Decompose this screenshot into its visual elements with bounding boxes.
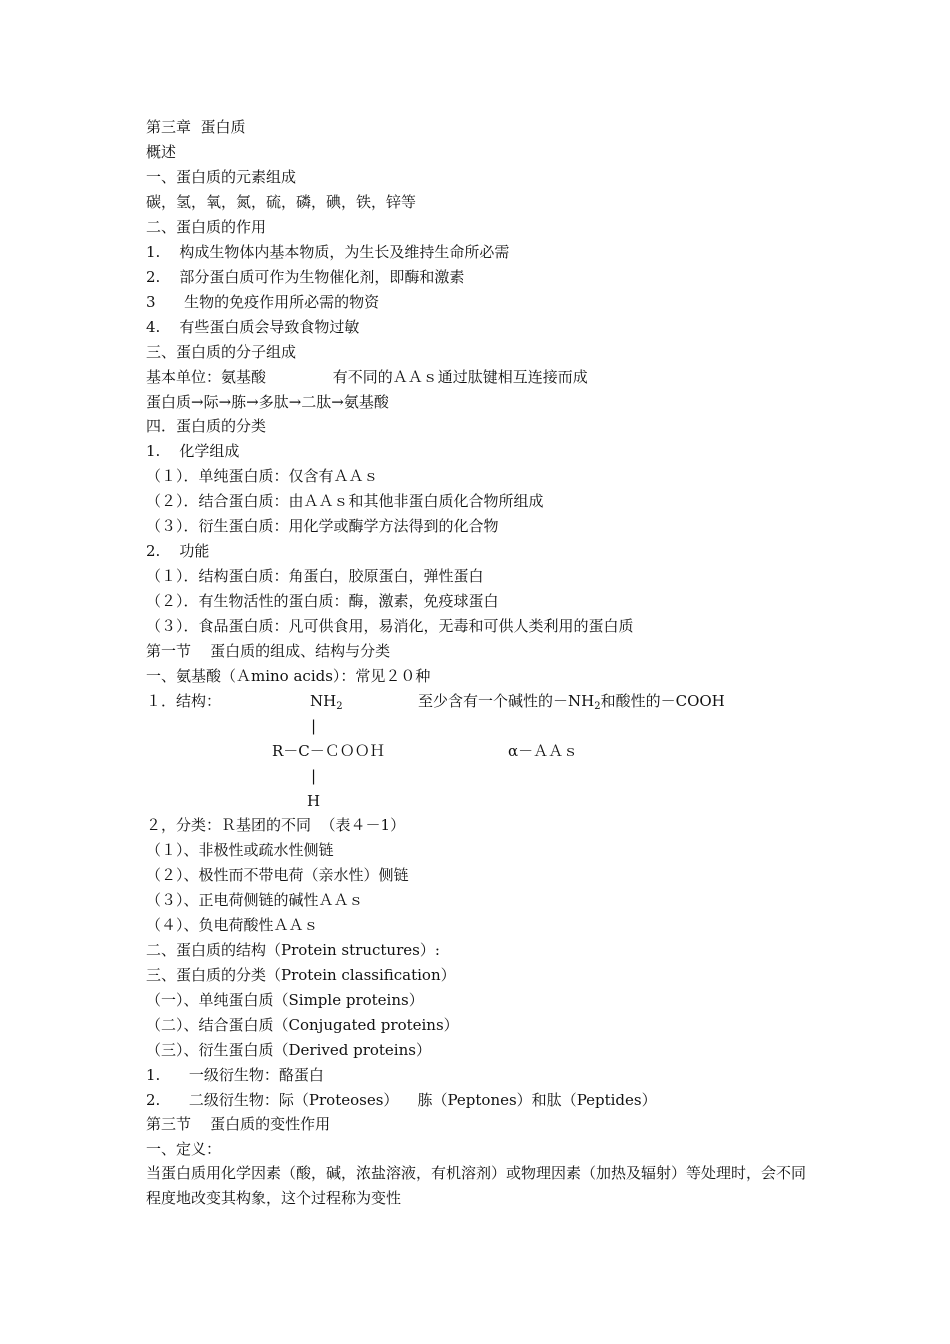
list-item: （４）、负电荷酸性ＡＡｓ — [146, 916, 319, 934]
list-item: 2. 功能 — [146, 542, 210, 560]
list-item: （３）．食品蛋白质：凡可供食用，易消化，无毒和可供人类利用的蛋白质 — [146, 617, 634, 635]
section-heading: 二、蛋白质的作用 — [146, 218, 267, 236]
list-item: （二）、结合蛋白质（Conjugated proteins） — [146, 1016, 459, 1034]
section-heading: 一、氨基酸（Ａmino acids）：常见２０种 — [146, 667, 431, 685]
text-line: 基本单位：氨基酸 有不同的ＡＡｓ通过肽键相互连接而成 — [146, 368, 588, 386]
list-item: （３）．衍生蛋白质：用化学或酶学方法得到的化合物 — [146, 517, 499, 535]
list-item: 2. 部分蛋白质可作为生物催化剂，即酶和激素 — [146, 268, 465, 286]
text-line: 蛋白质→际→胨→多肽→二肽→氨基酸 — [146, 393, 389, 411]
list-item: （三）、衍生蛋白质（Derived proteins） — [146, 1041, 431, 1059]
list-item: 1. 构成生物体内基本物质，为生长及维持生命所必需 — [146, 243, 510, 261]
list-item: 2. 二级衍生物：际（Proteoses） 胨（Peptones）和肽（Peptides） — [146, 1091, 657, 1109]
list-item: （一）、单纯蛋白质（Simple proteins） — [146, 991, 424, 1009]
structure-bond-top: | — [311, 717, 317, 735]
section-heading: 一、定义： — [146, 1140, 222, 1158]
list-item: （１）．单纯蛋白质：仅含有ＡＡｓ — [146, 467, 379, 485]
section-heading: 第一节 蛋白质的组成、结构与分类 — [146, 642, 391, 660]
section-heading: 第三节 蛋白质的变性作用 — [146, 1115, 331, 1133]
section-heading: 一、蛋白质的元素组成 — [146, 168, 297, 186]
structure-label: １．结构： — [146, 692, 222, 710]
nh2-text: NH — [310, 692, 337, 710]
note-suffix: 和酸性的－COOH — [600, 692, 725, 710]
list-item: （３）、正电荷侧链的碱性ＡＡｓ — [146, 891, 364, 909]
chapter-title: 第三章 蛋白质 — [146, 118, 246, 136]
text-line: 碳，氢，氧，氮，硫，磷，碘，铁，锌等 — [146, 193, 417, 211]
list-item: （１）．结构蛋白质：角蛋白，胶原蛋白，弹性蛋白 — [146, 567, 484, 585]
section-heading: 四．蛋白质的分类 — [146, 417, 267, 435]
list-item: （１）、非极性或疏水性侧链 — [146, 841, 334, 859]
section-heading: 三、蛋白质的分子组成 — [146, 343, 297, 361]
nh2-subscript: 2 — [336, 701, 343, 712]
overview-heading: 概述 — [146, 143, 177, 161]
list-item: 1. 一级衍生物：酪蛋白 — [146, 1066, 324, 1084]
list-item: （２）、极性而不带电荷（亲水性）侧链 — [146, 866, 409, 884]
structure-bond-bottom: | — [311, 767, 317, 785]
note-prefix: 至少含有一个碱性的－NH — [418, 692, 595, 710]
structure-hydrogen: H — [307, 792, 321, 810]
list-item: 4. 有些蛋白质会导致食物过敏 — [146, 318, 360, 336]
list-item: （２）．有生物活性的蛋白质：酶，激素，免疫球蛋白 — [146, 592, 499, 610]
definition-paragraph: 当蛋白质用化学因素（酸，碱，浓盐溶液，有机溶剂）或物理因素（加热及辐射）等处理时，会不同程度地改变其构象，这个过程称为变性 — [146, 1164, 807, 1207]
list-item: （２）．结合蛋白质：由ＡＡｓ和其他非蛋白质化合物所组成 — [146, 492, 544, 510]
section-heading: 三、蛋白质的分类（Protein classification） — [146, 966, 456, 984]
list-item: 3 生物的免疫作用所必需的物资 — [146, 293, 380, 311]
list-item: ２，分类：Ｒ基团的不同 （表４－1） — [146, 816, 406, 834]
alpha-aas-label: α－ＡＡｓ — [508, 742, 579, 760]
structure-nh2 — [310, 691, 343, 711]
note-subscript: 2 — [594, 701, 601, 712]
list-item: 1. 化学组成 — [146, 442, 240, 460]
section-heading: 二、蛋白质的结构（Protein structures）: — [146, 941, 440, 959]
structure-note — [418, 691, 725, 711]
structure-backbone: R－C－ＣＯＯＨ — [272, 742, 385, 760]
